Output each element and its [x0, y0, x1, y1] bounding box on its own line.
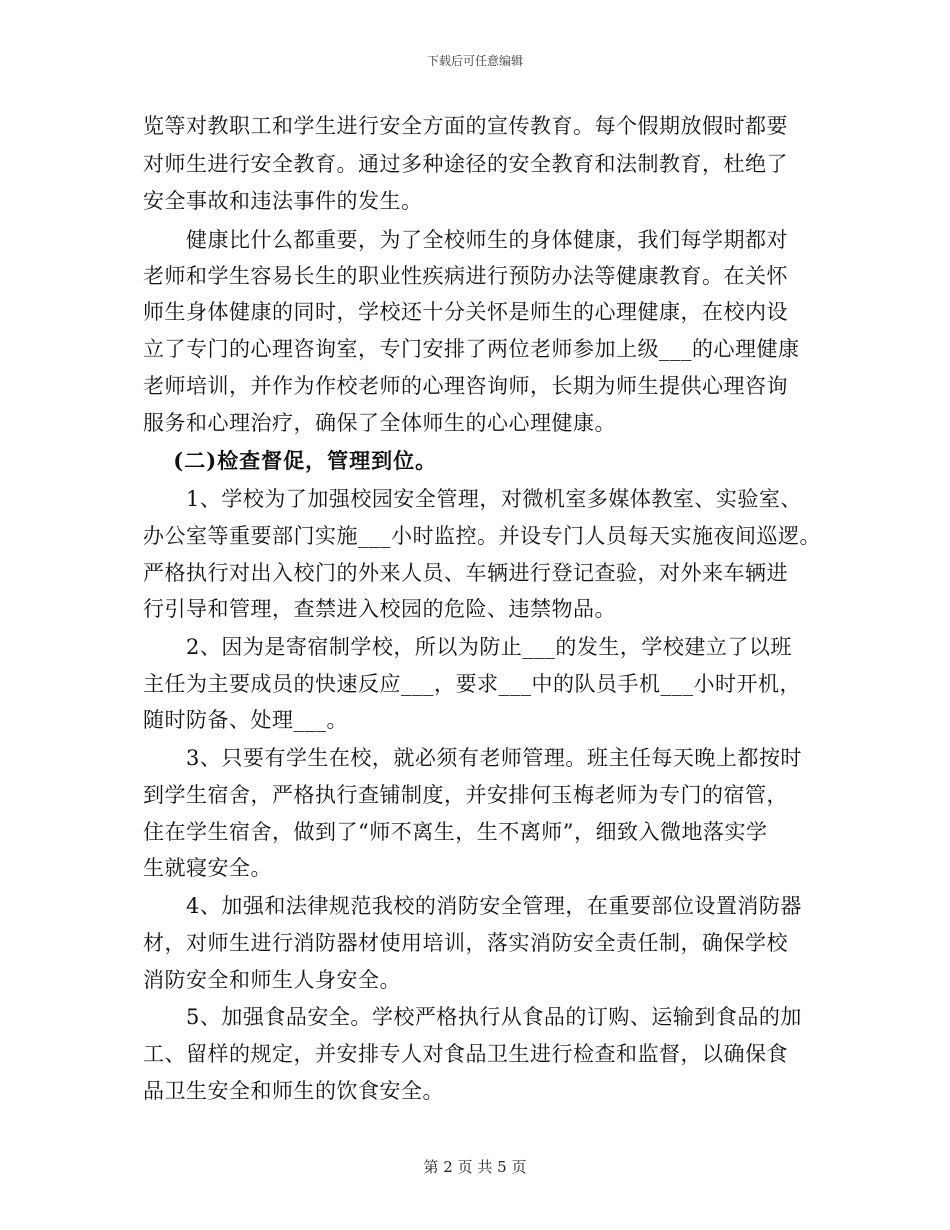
- body-line: 对师生进行安全教育。通过多种途径的安全教育和法制教育，杜绝了: [143, 152, 788, 176]
- body-line: 3、只要有学生在校，就必须有老师管理。班主任每天晚上都按时: [143, 746, 802, 770]
- body-line: 主任为主要成员的快速反应___，要求___中的队员手机___小时开机，: [143, 672, 801, 696]
- body-line: 2、因为是寄宿制学校，所以为防止___的发生，学校建立了以班: [143, 635, 792, 659]
- page-number: 第 2 页 共 5 页: [423, 1158, 527, 1176]
- body-line: 生就寝安全。: [143, 856, 272, 880]
- body-line: 1、学校为了加强校园安全管理，对微机室多媒体教室、实验室、: [143, 487, 802, 511]
- body-line: 行引导和管理，查禁进入校园的危险、违禁物品。: [143, 597, 616, 621]
- body-line: 品卫生安全和师生的饮食安全。: [143, 1079, 444, 1103]
- body-line: 览等对教职工和学生进行安全方面的宣传教育。每个假期放假时都要: [143, 114, 788, 138]
- body-line: 严格执行对出入校门的外来人员、车辆进行登记查验，对外来车辆进: [143, 561, 788, 585]
- body-line: 消防安全和师生人身安全。: [143, 968, 401, 992]
- body-line: 4、加强和法律规范我校的消防安全管理，在重要部位设置消防器: [143, 894, 802, 918]
- body-line: 立了专门的心理咨询室，专门安排了两位老师参加上级___的心理健康: [143, 337, 800, 361]
- body-line: 随时防备、处理___。: [143, 708, 348, 732]
- body-line: 师生身体健康的同时，学校还十分关怀是师生的心理健康，在校内设: [143, 300, 788, 324]
- body-line: 到学生宿舍，严格执行查铺制度，并安排何玉梅老师为专门的宿管，: [143, 783, 788, 807]
- body-line: 住在学生宿舍，做到了“师不离生，生不离师”，细致入微地落实学: [143, 820, 768, 844]
- body-line: 服务和心理治疗，确保了全体师生的心心理健康。: [143, 411, 616, 435]
- body-line: 老师培训，并作为作校老师的心理咨询师，长期为师生提供心理咨询: [143, 374, 788, 398]
- body-line: 办公室等重要部门实施___小时监控。并设专门人员每天实施夜间巡逻。: [143, 524, 821, 548]
- body-line: 安全事故和违法事件的发生。: [143, 189, 423, 213]
- body-line: 材，对师生进行消防器材使用培训，落实消防安全责任制，确保学校: [143, 931, 788, 955]
- body-line: 5、加强食品安全。学校严格执行从食品的订购、运输到食品的加: [143, 1005, 802, 1029]
- body-line: 老师和学生容易长生的职业性疾病进行预防办法等健康教育。在关怀: [143, 264, 788, 288]
- body-line: 工、留样的规定，并安排专人对食品卫生进行检查和监督，以确保食: [143, 1042, 788, 1066]
- body-line: 健康比什么都重要，为了全校师生的身体健康，我们每学期都对: [143, 228, 788, 252]
- page-header: 下载后可任意编辑: [426, 54, 523, 68]
- section-heading: (二)检查督促，管理到位。: [143, 448, 438, 473]
